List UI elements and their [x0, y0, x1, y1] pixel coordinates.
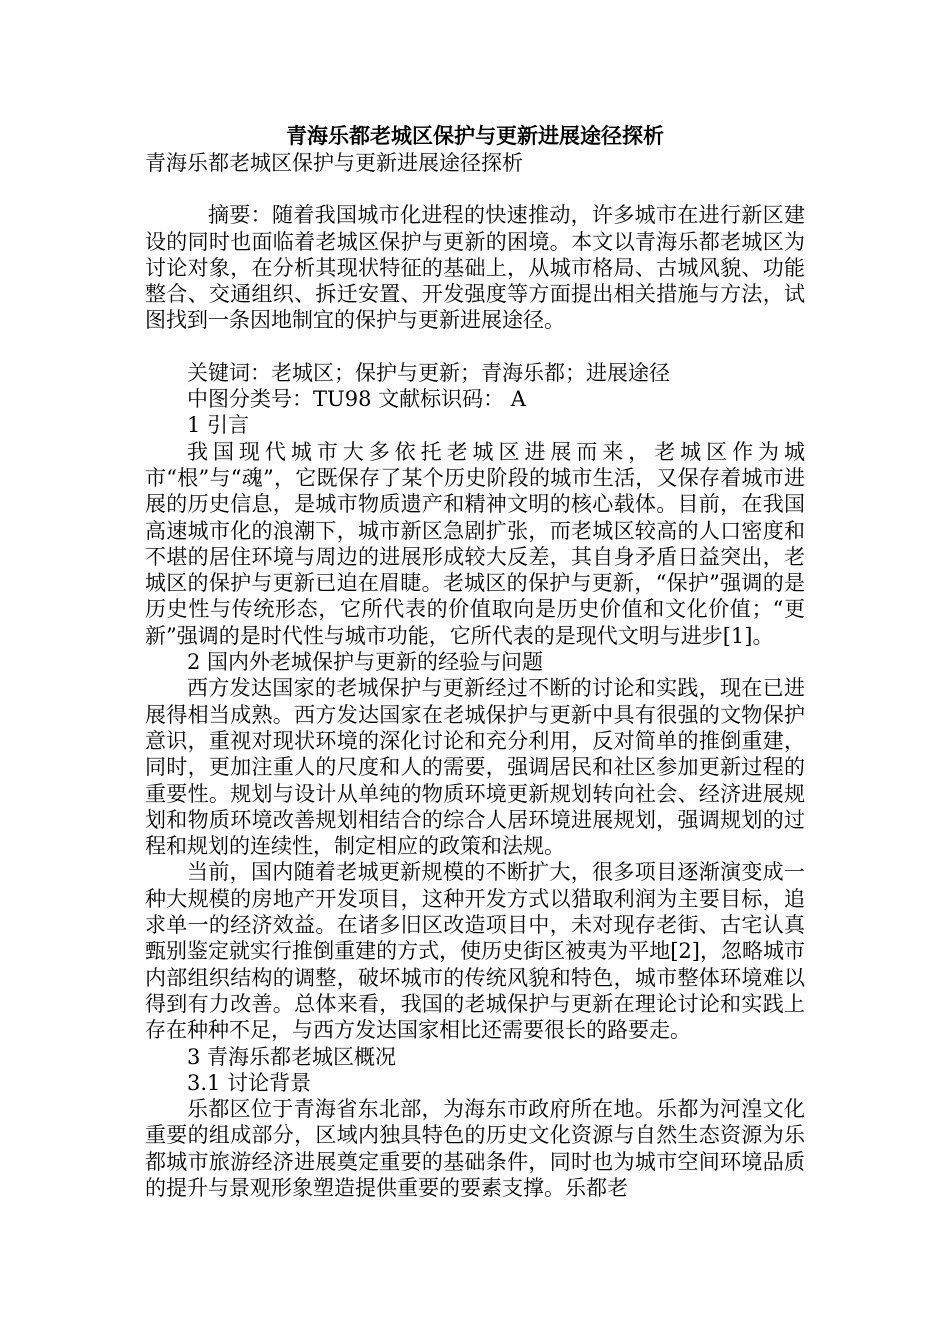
- body-paragraph: 当前，国内随着老城更新规模的不断扩大，很多项目逐渐演变成一种大规模的房地产开发项目，这种开发方式以猎取利润为主要目标，追求单一的经济效益。在诸多旧区改造项目中，未对现存老街、古宅认真甄别鉴定就实行推倒重建的方式，使历史街区被夷为平地[2]，忽略城市内部组织结构的调整，破坏城市的传统风貌和特色，城市整体环境难以得到有力改善。总体来看，我国的老城保护与更新在理论讨论和实践上存在种种不足，与西方发达国家相比还需要很长的路要走。: [145, 860, 805, 1043]
- section-heading: 1 引言: [187, 413, 250, 438]
- subsection-heading: 3.1 讨论背景: [187, 1070, 312, 1095]
- section-heading: 3 青海乐都老城区概况: [187, 1044, 397, 1069]
- document-title: 青海乐都老城区保护与更新进展途径探析: [286, 124, 664, 148]
- abstract-paragraph: 摘要：随着我国城市化进程的快速推动，许多城市在进行新区建设的同时也面临着老城区保护与更新的困境。本文以青海乐都老城区为讨论对象，在分析其现状特征的基础上，从城市格局、古城风貌、功能整合、交通组织、拆迁安置、开发强度等方面提出相关措施与方法，试图找到一条因地制宜的保护与更新进展途径。: [145, 203, 805, 333]
- document-body: [145, 150, 805, 1201]
- body-paragraph: 西方发达国家的老城保护与更新经过不断的讨论和实践，现在已进展得相当成熟。西方发达国家在老城保护与更新中具有很强的文物保护意识，重视对现状环境的深化讨论和充分利用，反对简单的推倒重建，同时，更加注重人的尺度和人的需要，强调居民和社区参加更新过程的重要性。规划与设计从单纯的物质环境更新规划转向社会、经济进展规划和物质环境改善规划相结合的综合人居环境进展规划，强调规划的过程和规划的连续性，制定相应的政策和法规。: [145, 676, 805, 859]
- keywords-line: 关键词：老城区；保护与更新；青海乐都；进展途径: [187, 360, 670, 385]
- body-paragraph: 我国现代城市大多依托老城区进展而来，老城区作为城市“根”与“魂”，它既保存了某个历史阶段的城市生活，又保存着城市进展的历史信息，是城市物质遗产和精神文明的核心载体。目前，在我国高速城市化的浪潮下，城市新区急剧扩张，而老城区较高的人口密度和不堪的居住环境与周边的进展形成较大反差，其自身矛盾日益突出，老城区的保护与更新已迫在眉睫。老城区的保护与更新，“保护”强调的是历史性与传统形态，它所代表的价值取向是历史价值和文化价值；“更新”强调的是时代性与城市功能，它所代表的是现代文明与进步[1]。: [145, 439, 805, 648]
- section-heading: 2 国内外老城保护与更新的经验与问题: [187, 650, 544, 675]
- document-subtitle: 青海乐都老城区保护与更新进展途径探析: [145, 151, 523, 175]
- body-paragraph: 乐都区位于青海省东北部，为海东市政府所在地。乐都为河湟文化重要的组成部分，区域内独具特色的历史文化资源与自然生态资源为乐都城市旅游经济进展奠定重要的基础条件，同时也为城市空间环境品质的提升与景观形象塑造提供重要的要素支撑。乐都老: [145, 1097, 805, 1200]
- classification-line: 中图分类号：TU98 文献标识码： A: [187, 387, 526, 412]
